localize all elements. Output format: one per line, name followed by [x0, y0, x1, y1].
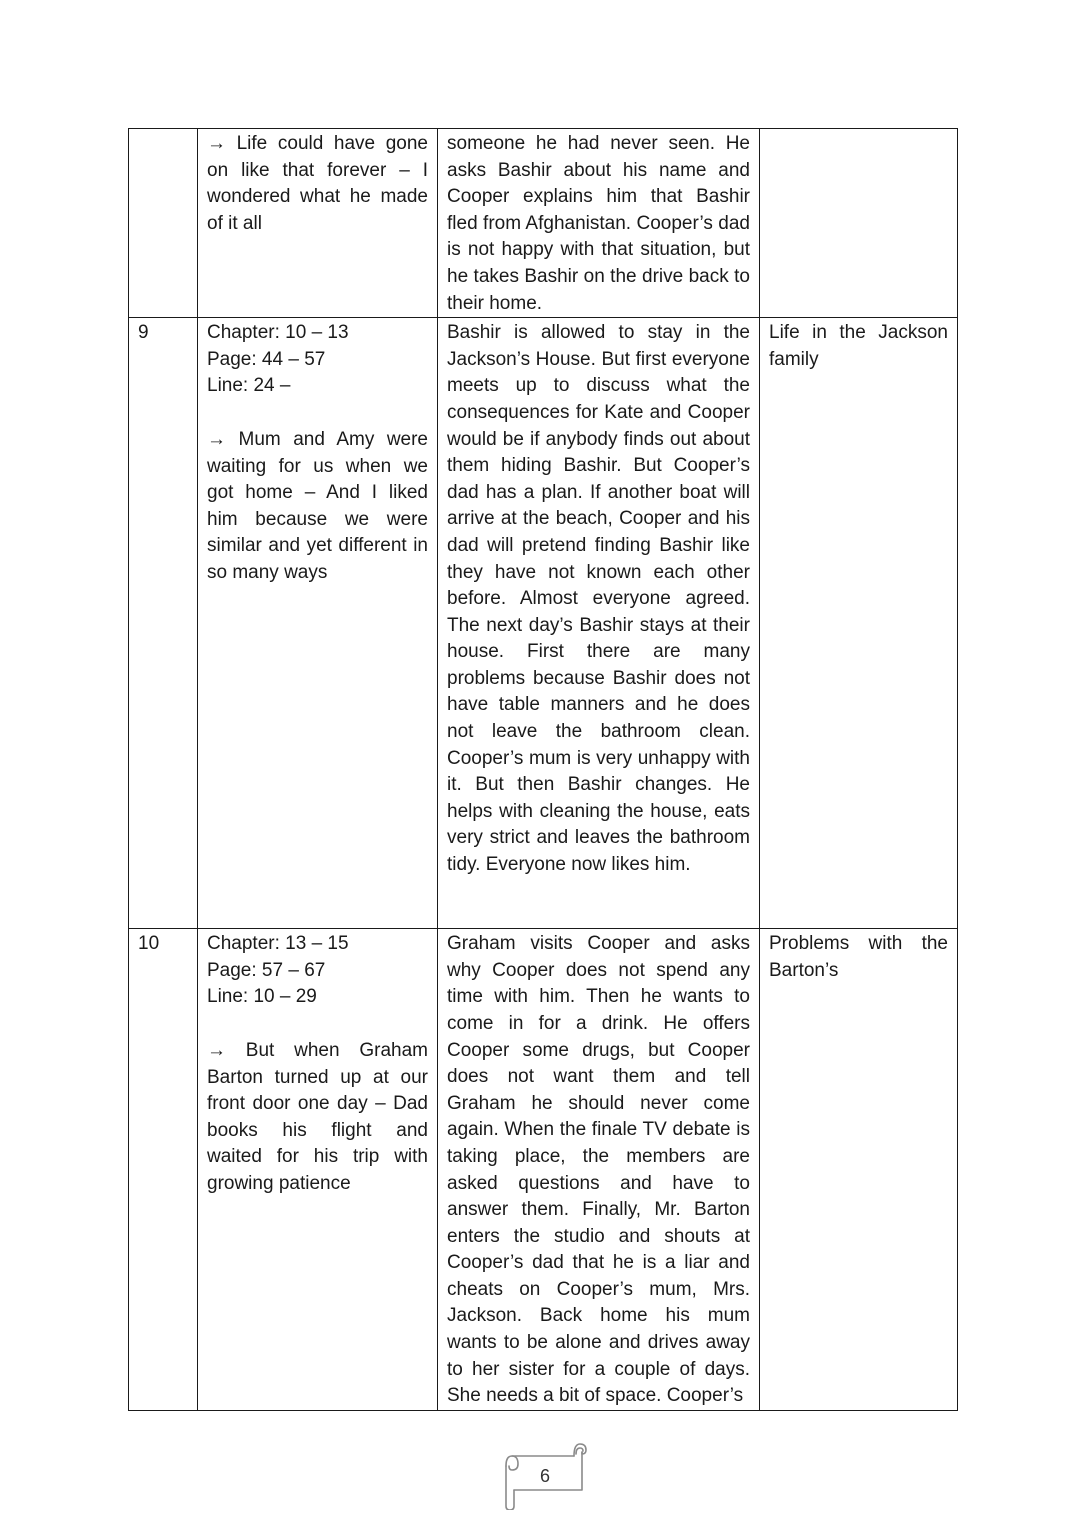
- row-number-cell: [129, 129, 198, 318]
- line-range: Line: 24 –: [207, 375, 291, 397]
- table-row: [129, 318, 958, 929]
- page-number: 6: [539, 1466, 550, 1486]
- summary-cell: Graham visits Cooper and asks why Cooper does not spend any time with him. Then he wants to come in for a drink. He offers Cooper some drugs, but Cooper does not want them and tell Graham he should never come again. When the finale TV debate is taking place, the members are asked questions and have to answer them. Finally, Mr. Barton enters the studio and shouts at Cooper’s dad that he is a liar and cheats on Cooper’s mum, Mrs. Jackson. Back home his mum wants to be alone and drives away to her sister for a couple of days. She needs a bit of space. Cooper’s: [438, 929, 760, 1411]
- title-cell: Problems with the Barton’s: [760, 929, 958, 1411]
- row-number-cell: [129, 929, 198, 1411]
- table-row: [129, 929, 958, 1411]
- line-range: Line: 10 – 29: [207, 986, 317, 1008]
- table-row: [129, 129, 958, 318]
- reference-cell: [198, 929, 438, 1411]
- title-cell: Life in the Jackson family: [760, 318, 958, 929]
- chapter-range: Chapter: 10 – 13: [207, 322, 349, 344]
- book-summary-table: [128, 128, 958, 1411]
- title-cell: [760, 129, 958, 318]
- reference-cell: [198, 129, 438, 318]
- summary-cell: Bashir is allowed to stay in the Jackson’s House. But first everyone meets up to discuss what the consequences for Kate and Cooper would be if anybody finds out about them hiding Bashir. But Cooper’s dad has a plan. If another boat will arrive at the beach, Cooper and his dad will pretend finding Bashir like they have not known each other before. Almost everyone agreed. The next day’s Bashir stays at their house. First there are many problems because Bashir does not have table manners and he does not leave the bathroom clean. Cooper’s mum is very unhappy with it. But then Bashir changes. He helps with cleaning the house, eats very strict and leaves the bathroom tidy. Everyone now likes him.: [438, 318, 760, 929]
- reference-cell: [198, 318, 438, 929]
- row-number: 9: [138, 322, 149, 344]
- quote-text: → Life could have gone on like that forever – I wondered what he made of it all: [207, 133, 428, 234]
- quote-text: → Mum and Amy were waiting for us when we got home – And I liked him because we were similar and yet different in so many ways: [207, 428, 428, 583]
- row-number: 10: [138, 933, 160, 955]
- page-range: Page: 57 – 67: [207, 959, 326, 981]
- summary-cell: someone he had never seen. He asks Bashir about his name and Cooper explains him that Bashir fled from Afghanistan. Cooper’s dad is not happy with that situation, but he takes Bashir on the drive back to their home.: [438, 129, 760, 318]
- page-range: Page: 44 – 57: [207, 348, 326, 370]
- row-number-cell: [129, 318, 198, 929]
- chapter-range: Chapter: 13 – 15: [207, 933, 349, 955]
- quote-text: → But when Graham Barton turned up at our front door one day – Dad books his flight and waited for his trip with growing patience: [207, 1039, 428, 1194]
